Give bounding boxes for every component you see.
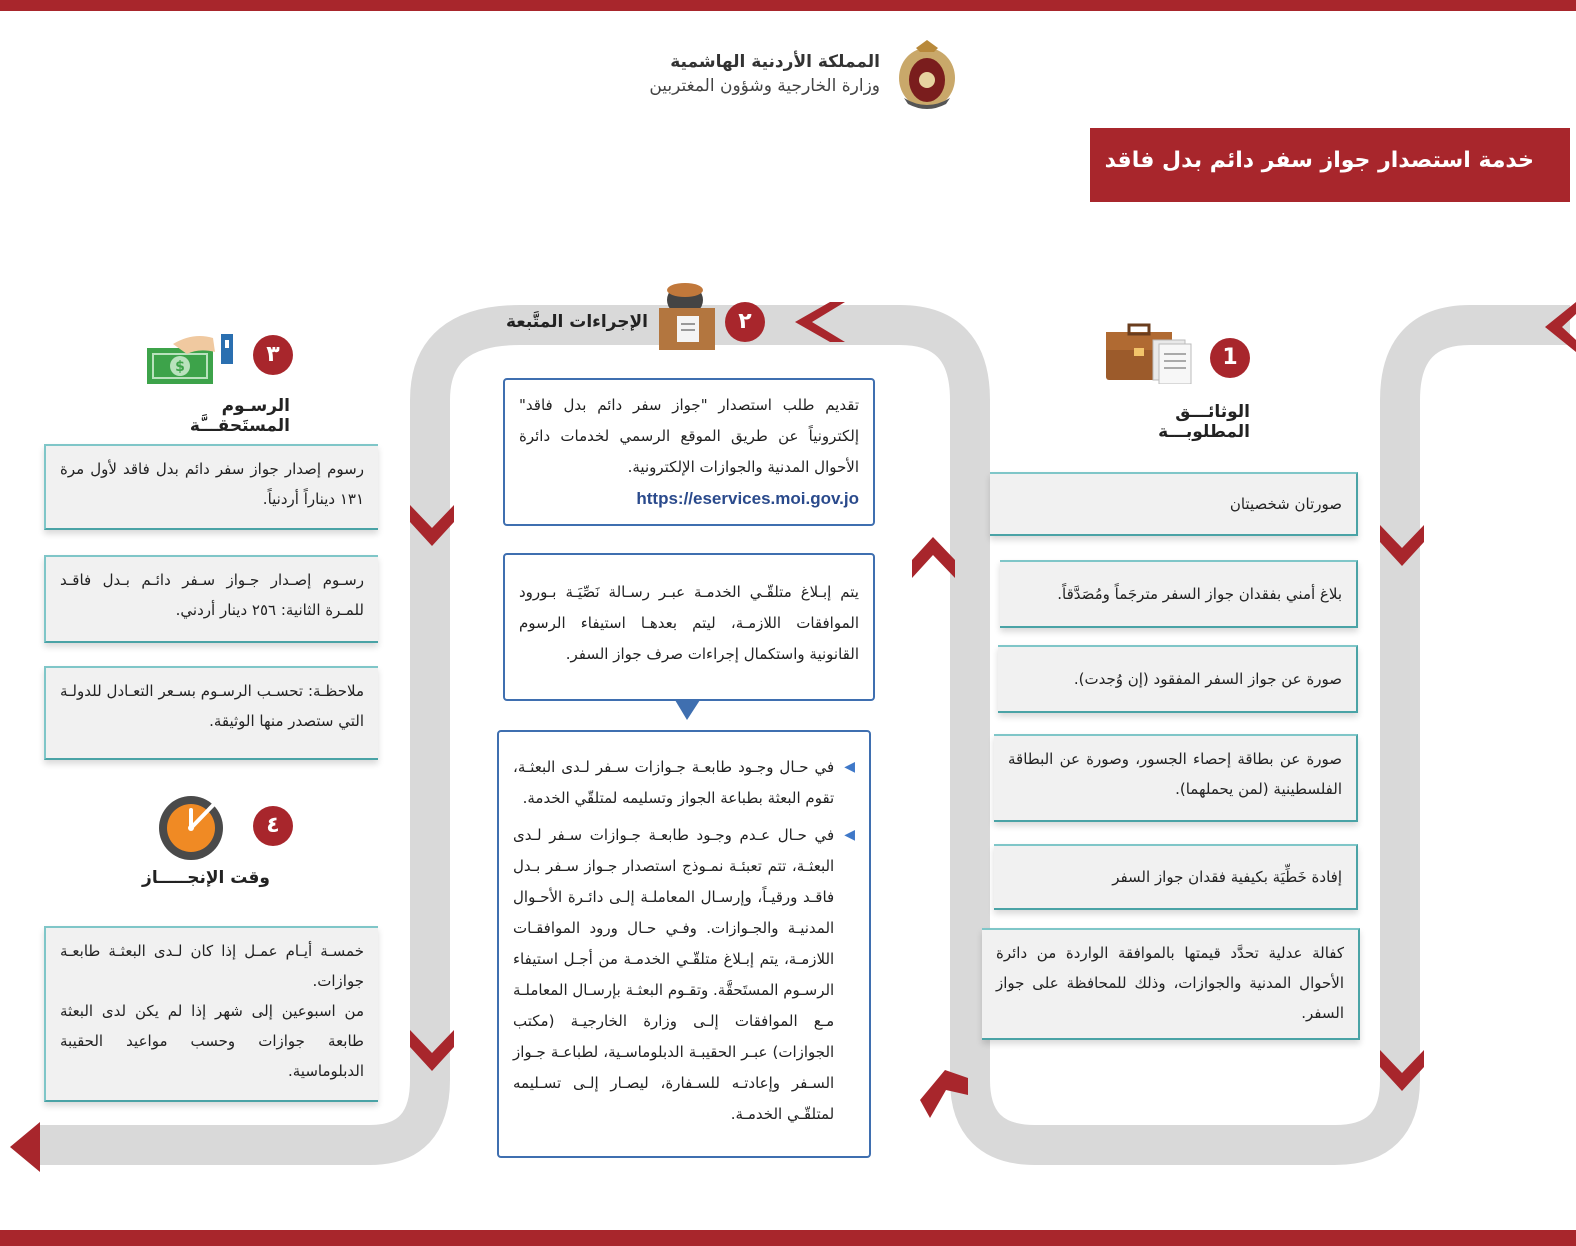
triangle-bullet-icon: ◀ bbox=[844, 827, 855, 843]
procedure-box-1 bbox=[503, 378, 875, 526]
svg-text:$: $ bbox=[175, 359, 185, 375]
procedure-box-2: يتم إبـلاغ متلقّـي الخدمـة عبـر رسـالة نَصِّيَـة بـورود الموافقات اللازمـة، ليتم بعدهـا استيفاء الرسوم القانونية واستكمال إجراءات صرف جواز السفر. bbox=[503, 553, 875, 701]
doc-item-4: صورة عن بطاقة إحصاء الجسور، وصورة عن البطاقة الفلسطينية (لمن يحملهما). bbox=[994, 734, 1358, 822]
completion-time-2: من اسبوعين إلى شهر إذا لم يكن لدى البعثة طابعة جوازات وحسب مواعيد الحقيبة الدبلوماسية. bbox=[60, 1002, 364, 1080]
page-title: خدمة استصدار جواز سفر دائم بدل فاقد bbox=[1104, 148, 1534, 173]
section1-heading: الوثائـــق المطلوبـــة bbox=[1158, 402, 1250, 442]
completion-time-1: خمسـة أيـام عمـل إذا كان لـدى البعثـة طابعـة جوازات. bbox=[60, 942, 364, 990]
fee-item-2: رسـوم إصـدار جـواز سـفر دائـم بـدل فاقـد للمـرة الثانية: ٢٥٦ دينار أردني. bbox=[44, 555, 378, 643]
step-number-1: 1 bbox=[1210, 338, 1250, 378]
procedure-bullet-2-text: في حـال عـدم وجـود طابعـة جـوازات سـفر لـدى البعثـة، تتم تعبئـة نمـوذج استصدار جـواز سـفر بـدل فاقـد ورقيـاً، وإرسـال المعاملـة إلـى دائـرة الأحـوال المدنيـة والجـوازات. وفـي حـال ورود الموافقـات اللازمـة، يتم إبـلاغ متلقّـي الخدمـة من أجـل استيفاء الرسـوم المستَحقَّة. وتقـوم البعثـة بإرسـال المعاملـة مـع الموافقات إلـى وزارة الخارجيـة (مكتب الجوازات) عبـر الحقيبـة الدبلوماسـية، لطباعـة جـواز السـفر وإعادتـه للسـفارة، ليصـار إلـى تسـليمه لمتلقّـي الخدمـة. bbox=[512, 826, 835, 1123]
procedure-bullet-2 bbox=[513, 820, 855, 1130]
doc-item-5: إفادة خَطِّيَة بكيفية فقدان جواز السفر bbox=[994, 844, 1358, 910]
kingdom-name: المملكة الأردنية الهاشمية bbox=[670, 52, 880, 72]
procedure-bullet-1-text: في حـال وجـود طابعـة جـوازات سـفر لـدى البعثـة، تقوم البعثة بطباعة الجواز وتسليمه لمتلقّي الخدمة. bbox=[513, 758, 835, 807]
ministry-name: وزارة الخارجية وشؤون المغتربين bbox=[649, 76, 880, 96]
doc-item-1: صورتان شخصيتان bbox=[990, 472, 1358, 536]
jordan-coat-of-arms-icon bbox=[896, 38, 958, 110]
header-titles bbox=[480, 50, 880, 98]
eservices-link[interactable]: https://eservices.moi.gov.jo bbox=[636, 489, 859, 508]
procedure-box-3 bbox=[497, 730, 871, 1158]
completion-time-box bbox=[44, 926, 378, 1102]
step-number-2: ٢ bbox=[725, 302, 765, 342]
section3-heading: الرسـوم المستَحقـــَّة bbox=[189, 396, 290, 436]
step-number-4: ٤ bbox=[253, 806, 293, 846]
section2-heading: الإجراءات المتَّبعة bbox=[505, 312, 648, 332]
triangle-bullet-icon: ◀ bbox=[844, 759, 855, 775]
person-at-desk-icon bbox=[657, 280, 717, 350]
money-hand-icon bbox=[143, 330, 238, 388]
procedure-box-1-text: تقديم طلب استصدار "جواز سفر دائم بدل فاقد" إلكترونياً عن طريق الموقع الرسمي لخدمات دائرة الأحوال المدنية والجوازات الإلكترونية. bbox=[519, 396, 859, 476]
doc-item-2: بلاغ أمني بفقدان جواز السفر مترجَماً ومُصَدَّقاً. bbox=[1000, 560, 1358, 628]
doc-item-6: كفالة عدلية تحدَّد قيمتها بالموافقة الواردة من دائرة الأحوال المدنية والجوازات، وذلك للمحافظة على جواز السفر. bbox=[982, 928, 1360, 1040]
briefcase-documents-icon bbox=[1103, 322, 1195, 384]
doc-item-3: صورة عن جواز السفر المفقود (إن وُجدت). bbox=[998, 645, 1358, 713]
fee-item-1: رسوم إصدار جواز سفر دائم بدل فاقد لأول مرة ١٣١ ديناراً أردنياً. bbox=[44, 444, 378, 530]
procedure-bullet-1 bbox=[513, 752, 855, 814]
clock-icon bbox=[156, 792, 230, 862]
step-number-3: ٣ bbox=[253, 335, 293, 375]
title-band bbox=[1090, 128, 1570, 202]
fee-item-3: ملاحظـة: تحسـب الرسـوم بسـعر التعـادل للدولـة التي ستصدر منها الوثيقة. bbox=[44, 666, 378, 760]
section4-heading: وقت الإنجـــــاز bbox=[142, 868, 270, 888]
